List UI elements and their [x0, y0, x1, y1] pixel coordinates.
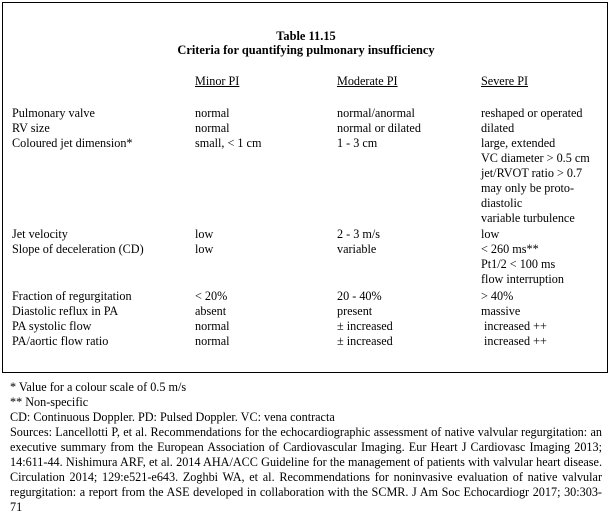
table-title: Table 11.15 [276, 29, 336, 43]
cell-severe-line: Pt1/2 < 100 ms [481, 257, 556, 271]
cell-moderate: 2 - 3 m/s [337, 227, 380, 241]
cell-moderate: present [337, 304, 373, 318]
table-row [3, 121, 609, 136]
cell-moderate: normal or dilated [337, 121, 421, 135]
cell-severe [481, 136, 590, 226]
row-label: Jet velocity [12, 227, 68, 241]
cell-severe-line: > 40% [481, 289, 514, 303]
cell-minor: normal [195, 121, 230, 135]
row-label: Slope of deceleration (CD) [12, 242, 144, 256]
cell-moderate: variable [337, 242, 377, 256]
cell-moderate: 20 - 40% [337, 289, 382, 303]
cell-severe-line: may only be proto- [481, 181, 575, 195]
table-row [3, 106, 609, 121]
table-row [3, 319, 609, 334]
cell-severe-line: diastolic [481, 196, 523, 210]
row-label: RV size [12, 121, 50, 135]
cell-minor: low [195, 242, 214, 256]
cell-severe-line: VC diameter > 0.5 cm [481, 151, 590, 165]
abbreviations: CD: Continuous Doppler. PD: Pulsed Doppler. VC: vena contracta [10, 410, 335, 424]
cell-severe-line: low [481, 227, 500, 241]
cell-minor: normal [195, 319, 230, 333]
cell-severe [481, 334, 547, 349]
table-row [3, 242, 609, 286]
cell-minor: normal [195, 334, 230, 348]
table-row [3, 227, 609, 242]
table-row [3, 136, 609, 225]
sources-text: Sources: Lancellotti P, et al. Recommendations for the echocardiographic assessment of native valvular regurgitation: an executive summary from the European Association of Cardiovascular Imaging. Eur Heart J Cardiovasc Imaging 2013; 14:611-44. Nishimura ARF, et al. 2014 AHA/ACC Guideline for the management of patients with valvular heart disease. Circulation 2014; 129:e521-e643. Zoghbi WA, et al. Recommendations for noninvasive evaluation of native valvular regurgitation: a report from the ASE developed in collaboration with the SCMR. J Am Soc Echocardiogr 2017; 30:303-71 [10, 425, 602, 514]
cell-severe-line: jet/RVOT ratio > 0.7 [481, 166, 583, 180]
cell-minor: normal [195, 106, 230, 120]
row-label: Pulmonary valve [12, 106, 95, 120]
cell-moderate: normal/anormal [337, 106, 415, 120]
footnote-2: ** Non-specific [10, 395, 89, 409]
table-row [3, 289, 609, 304]
cell-minor: low [195, 227, 214, 241]
column-header-minor: Minor PI [195, 74, 240, 88]
row-label: Fraction of regurgitation [12, 289, 132, 303]
cell-severe [481, 106, 583, 121]
cell-severe [481, 242, 564, 287]
cell-moderate: ± increased [337, 319, 393, 333]
cell-minor: small, < 1 cm [195, 136, 262, 150]
cell-severe-line: large, extended [481, 136, 556, 150]
cell-severe-line: < 260 ms** [481, 242, 539, 256]
cell-severe [481, 227, 499, 242]
cell-severe [481, 121, 514, 136]
table-row [3, 334, 609, 349]
cell-severe [481, 289, 513, 304]
cell-severe-line: flow interruption [481, 272, 564, 286]
table-row [3, 304, 609, 319]
row-label: Coloured jet dimension* [12, 136, 133, 150]
cell-moderate: ± increased [337, 334, 393, 348]
cell-severe-line: increased ++ [481, 319, 547, 333]
row-label: PA systolic flow [12, 319, 92, 333]
table-subtitle: Criteria for quantifying pulmonary insufficiency [177, 43, 435, 57]
cell-severe-line: dilated [481, 121, 515, 135]
cell-minor: < 20% [195, 289, 228, 303]
cell-severe-line: reshaped or operated [481, 106, 583, 120]
column-header-severe: Severe PI [481, 74, 529, 88]
cell-severe-line: increased ++ [481, 334, 547, 348]
row-label: PA/aortic flow ratio [12, 334, 109, 348]
cell-minor: absent [195, 304, 227, 318]
cell-severe-line: variable turbulence [481, 211, 575, 225]
footnotes [10, 380, 606, 515]
footnote-1: * Value for a colour scale of 0.5 m/s [10, 380, 187, 394]
cell-severe [481, 304, 520, 319]
cell-severe-line: massive [481, 304, 521, 318]
table-frame [2, 2, 608, 373]
row-label: Diastolic reflux in PA [12, 304, 119, 318]
cell-severe [481, 319, 547, 334]
cell-moderate: 1 - 3 cm [337, 136, 378, 150]
column-header-moderate: Moderate PI [337, 74, 398, 88]
